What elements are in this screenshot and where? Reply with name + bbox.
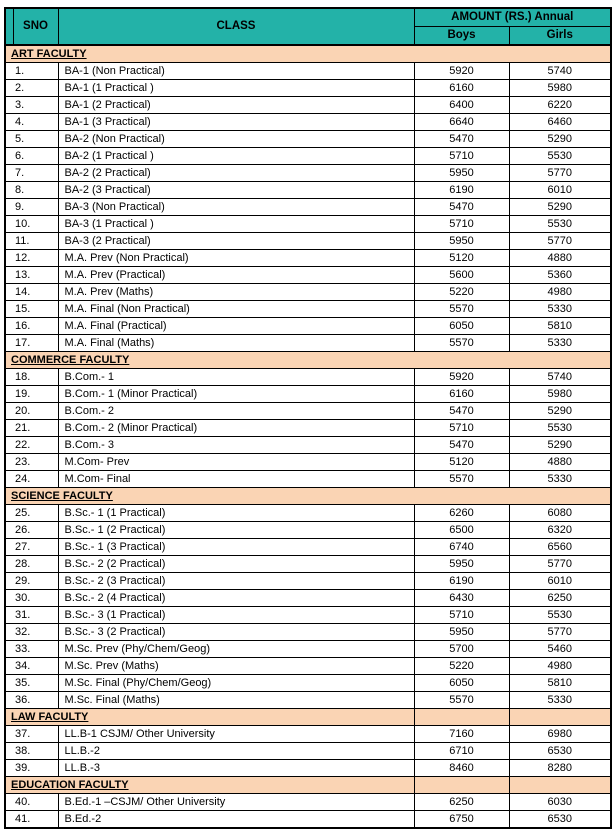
boys-amount-cell: 8460 [414,760,509,777]
sno-cell: 40. [5,794,58,811]
girls-amount-cell: 6080 [509,505,611,522]
sno-cell: 17. [5,335,58,352]
girls-amount-cell: 5290 [509,131,611,148]
table-row [5,318,611,335]
boys-amount-cell: 6500 [414,522,509,539]
table-row [5,794,611,811]
table-row [5,403,611,420]
header-boys: Boys [414,27,509,46]
girls-amount-cell: 5530 [509,216,611,233]
boys-amount-cell: 5920 [414,369,509,386]
class-cell: M.A. Final (Maths) [58,335,414,352]
class-cell: M.A. Final (Non Practical) [58,301,414,318]
class-cell: BA-2 (2 Practical) [58,165,414,182]
sno-cell: 37. [5,726,58,743]
girls-amount-cell: 6460 [509,114,611,131]
sno-cell: 34. [5,658,58,675]
girls-amount-cell: 5290 [509,437,611,454]
sno-cell: 16. [5,318,58,335]
class-cell: M.Sc. Prev (Maths) [58,658,414,675]
table-row [5,199,611,216]
table-row [5,539,611,556]
table-row [5,335,611,352]
boys-amount-cell: 5920 [414,63,509,80]
header-class: CLASS [58,8,414,45]
section-empty-girls-cell [509,709,611,726]
section-header-row [5,488,611,505]
sno-cell: 6. [5,148,58,165]
section-header-row [5,709,611,726]
sno-cell: 10. [5,216,58,233]
girls-amount-cell: 5740 [509,63,611,80]
header-sno: SNO [13,8,58,45]
section-title: ART FACULTY [11,47,87,60]
sno-cell: 11. [5,233,58,250]
boys-amount-cell: 5710 [414,607,509,624]
boys-amount-cell: 6740 [414,539,509,556]
sno-cell: 1. [5,63,58,80]
boys-amount-cell: 5950 [414,165,509,182]
sno-cell: 3. [5,97,58,114]
table-row [5,165,611,182]
table-row [5,148,611,165]
class-cell: M.A. Final (Practical) [58,318,414,335]
class-cell: M.Sc. Final (Phy/Chem/Geog) [58,675,414,692]
sno-cell: 39. [5,760,58,777]
class-cell: B.Sc.- 2 (4 Practical) [58,590,414,607]
girls-amount-cell: 6980 [509,726,611,743]
sno-cell: 38. [5,743,58,760]
boys-amount-cell: 5570 [414,692,509,709]
section-header-row [5,352,611,369]
girls-amount-cell: 5330 [509,471,611,488]
table-row [5,471,611,488]
table-row [5,437,611,454]
sno-cell: 28. [5,556,58,573]
section-title-cell [5,777,414,794]
class-cell: B.Com.- 1 (Minor Practical) [58,386,414,403]
sno-cell: 30. [5,590,58,607]
class-cell: B.Ed.-2 [58,811,414,829]
boys-amount-cell: 5220 [414,658,509,675]
section-title-cell [5,709,414,726]
class-cell: BA-1 (Non Practical) [58,63,414,80]
class-cell: B.Com.- 2 [58,403,414,420]
table-row [5,573,611,590]
girls-amount-cell: 5330 [509,692,611,709]
sno-cell: 8. [5,182,58,199]
sno-cell: 9. [5,199,58,216]
header-blank-cell [5,8,13,45]
table-row [5,80,611,97]
girls-amount-cell: 5290 [509,403,611,420]
table-row [5,420,611,437]
table-row [5,267,611,284]
class-cell: BA-2 (1 Practical ) [58,148,414,165]
sno-cell: 32. [5,624,58,641]
boys-amount-cell: 6160 [414,80,509,97]
girls-amount-cell: 4980 [509,658,611,675]
boys-amount-cell: 5470 [414,437,509,454]
sno-cell: 31. [5,607,58,624]
class-cell: LL.B-1 CSJM/ Other University [58,726,414,743]
girls-amount-cell: 6560 [509,539,611,556]
boys-amount-cell: 5710 [414,148,509,165]
table-row [5,131,611,148]
sno-cell: 21. [5,420,58,437]
sno-cell: 22. [5,437,58,454]
table-row [5,658,611,675]
class-cell: B.Com.- 3 [58,437,414,454]
girls-amount-cell: 5740 [509,369,611,386]
section-empty-girls-cell [509,777,611,794]
class-cell: M.Sc. Prev (Phy/Chem/Geog) [58,641,414,658]
boys-amount-cell: 5710 [414,420,509,437]
girls-amount-cell: 6220 [509,97,611,114]
class-cell: BA-3 (Non Practical) [58,199,414,216]
sno-cell: 7. [5,165,58,182]
sno-cell: 35. [5,675,58,692]
girls-amount-cell: 4980 [509,284,611,301]
section-title: EDUCATION FACULTY [11,778,129,791]
section-empty-boys-cell [414,777,509,794]
boys-amount-cell: 5570 [414,335,509,352]
girls-amount-cell: 4880 [509,250,611,267]
boys-amount-cell: 5570 [414,301,509,318]
class-cell: B.Sc.- 1 (3 Practical) [58,539,414,556]
table-row [5,114,611,131]
class-cell: B.Ed.-1 –CSJM/ Other University [58,794,414,811]
section-header-row [5,45,611,63]
girls-amount-cell: 5770 [509,233,611,250]
section-title: COMMERCE FACULTY [11,353,130,366]
boys-amount-cell: 5470 [414,403,509,420]
girls-amount-cell: 5810 [509,675,611,692]
sno-cell: 2. [5,80,58,97]
boys-amount-cell: 5470 [414,131,509,148]
sno-cell: 36. [5,692,58,709]
girls-amount-cell: 5460 [509,641,611,658]
class-cell: M.Com- Final [58,471,414,488]
table-row [5,556,611,573]
table-row [5,811,611,829]
girls-amount-cell: 6250 [509,590,611,607]
boys-amount-cell: 6190 [414,182,509,199]
boys-amount-cell: 5710 [414,216,509,233]
boys-amount-cell: 5120 [414,454,509,471]
class-cell: B.Sc.- 1 (2 Practical) [58,522,414,539]
table-row [5,182,611,199]
table-row [5,97,611,114]
girls-amount-cell: 5770 [509,165,611,182]
section-title: SCIENCE FACULTY [11,489,113,502]
fee-table-header [5,8,611,45]
girls-amount-cell: 5330 [509,335,611,352]
header-row-1 [5,8,611,27]
girls-amount-cell: 6530 [509,811,611,829]
boys-amount-cell: 6190 [414,573,509,590]
table-row [5,386,611,403]
class-cell: B.Com.- 2 (Minor Practical) [58,420,414,437]
boys-amount-cell: 6750 [414,811,509,829]
girls-amount-cell: 5530 [509,607,611,624]
sno-cell: 26. [5,522,58,539]
boys-amount-cell: 6050 [414,318,509,335]
table-row [5,454,611,471]
class-cell: M.A. Prev (Non Practical) [58,250,414,267]
boys-amount-cell: 6160 [414,386,509,403]
fee-table-body [5,45,611,828]
fee-table [4,7,612,829]
class-cell: BA-2 (3 Practical) [58,182,414,199]
class-cell: BA-2 (Non Practical) [58,131,414,148]
boys-amount-cell: 5470 [414,199,509,216]
class-cell: BA-1 (1 Practical ) [58,80,414,97]
sno-cell: 19. [5,386,58,403]
girls-amount-cell: 5290 [509,199,611,216]
girls-amount-cell: 8280 [509,760,611,777]
class-cell: M.A. Prev (Maths) [58,284,414,301]
table-row [5,624,611,641]
class-cell: B.Sc.- 3 (2 Practical) [58,624,414,641]
girls-amount-cell: 6530 [509,743,611,760]
table-row [5,233,611,250]
fee-structure-document [4,7,612,829]
table-row [5,216,611,233]
boys-amount-cell: 5220 [414,284,509,301]
section-title-cell [5,352,611,369]
boys-amount-cell: 5600 [414,267,509,284]
boys-amount-cell: 7160 [414,726,509,743]
girls-amount-cell: 6010 [509,182,611,199]
class-cell: B.Com.- 1 [58,369,414,386]
boys-amount-cell: 6430 [414,590,509,607]
sno-cell: 25. [5,505,58,522]
table-row [5,284,611,301]
table-row [5,675,611,692]
table-row [5,760,611,777]
class-cell: B.Sc.- 3 (1 Practical) [58,607,414,624]
class-cell: BA-1 (2 Practical) [58,97,414,114]
boys-amount-cell: 5700 [414,641,509,658]
sno-cell: 14. [5,284,58,301]
sno-cell: 5. [5,131,58,148]
sno-cell: 20. [5,403,58,420]
class-cell: LL.B.-2 [58,743,414,760]
sno-cell: 13. [5,267,58,284]
table-row [5,641,611,658]
girls-amount-cell: 5810 [509,318,611,335]
table-row [5,726,611,743]
sno-cell: 24. [5,471,58,488]
table-row [5,301,611,318]
class-cell: BA-3 (2 Practical) [58,233,414,250]
class-cell: BA-3 (1 Practical ) [58,216,414,233]
sno-cell: 15. [5,301,58,318]
boys-amount-cell: 5950 [414,556,509,573]
class-cell: B.Sc.- 2 (2 Practical) [58,556,414,573]
sno-cell: 29. [5,573,58,590]
table-row [5,743,611,760]
class-cell: BA-1 (3 Practical) [58,114,414,131]
girls-amount-cell: 5530 [509,420,611,437]
table-row [5,692,611,709]
table-row [5,505,611,522]
section-empty-boys-cell [414,709,509,726]
sno-cell: 27. [5,539,58,556]
section-title-cell [5,488,611,505]
girls-amount-cell: 5980 [509,80,611,97]
table-row [5,250,611,267]
class-cell: M.A. Prev (Practical) [58,267,414,284]
boys-amount-cell: 6260 [414,505,509,522]
girls-amount-cell: 6320 [509,522,611,539]
header-girls: Girls [509,27,611,46]
sno-cell: 33. [5,641,58,658]
sno-cell: 23. [5,454,58,471]
boys-amount-cell: 6710 [414,743,509,760]
table-row [5,607,611,624]
sno-cell: 18. [5,369,58,386]
boys-amount-cell: 5570 [414,471,509,488]
class-cell: B.Sc.- 2 (3 Practical) [58,573,414,590]
boys-amount-cell: 6050 [414,675,509,692]
table-row [5,369,611,386]
table-row [5,522,611,539]
boys-amount-cell: 5950 [414,624,509,641]
sno-cell: 4. [5,114,58,131]
boys-amount-cell: 6250 [414,794,509,811]
girls-amount-cell: 5770 [509,624,611,641]
boys-amount-cell: 6400 [414,97,509,114]
girls-amount-cell: 5770 [509,556,611,573]
table-row [5,63,611,80]
section-header-row [5,777,611,794]
section-title-cell [5,45,611,63]
class-cell: M.Sc. Final (Maths) [58,692,414,709]
girls-amount-cell: 5330 [509,301,611,318]
sno-cell: 41. [5,811,58,829]
table-row [5,590,611,607]
boys-amount-cell: 5120 [414,250,509,267]
girls-amount-cell: 5360 [509,267,611,284]
boys-amount-cell: 6640 [414,114,509,131]
header-amount: AMOUNT (RS.) Annual [414,8,611,27]
girls-amount-cell: 5530 [509,148,611,165]
class-cell: M.Com- Prev [58,454,414,471]
girls-amount-cell: 5980 [509,386,611,403]
girls-amount-cell: 6010 [509,573,611,590]
class-cell: B.Sc.- 1 (1 Practical) [58,505,414,522]
sno-cell: 12. [5,250,58,267]
boys-amount-cell: 5950 [414,233,509,250]
girls-amount-cell: 4880 [509,454,611,471]
section-title: LAW FACULTY [11,710,89,723]
girls-amount-cell: 6030 [509,794,611,811]
class-cell: LL.B.-3 [58,760,414,777]
